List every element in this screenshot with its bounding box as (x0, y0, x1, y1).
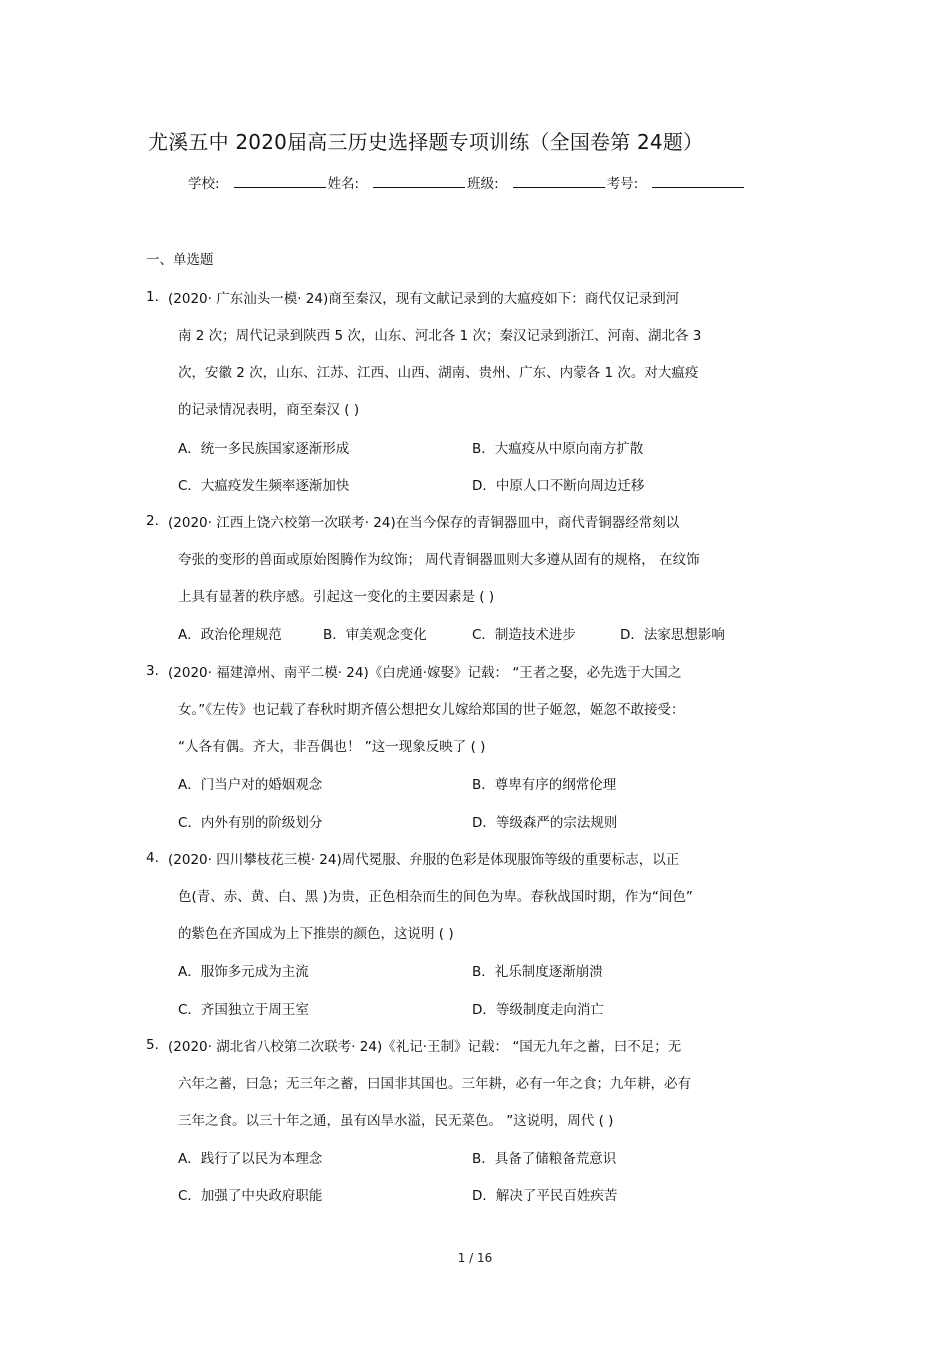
student-info-line (188, 174, 746, 194)
question-line: 南 2 次；周代记录到陕西 5 次，山东、河北各 1 次；秦汉记录到浙江、河南、湖北各 3 (178, 328, 702, 344)
option-a[interactable]: A．门当户对的婚姻观念 (178, 777, 323, 793)
option-b[interactable]: B．大瘟疫从中原向南方扩散 (472, 441, 644, 457)
school-label: 学校: (188, 176, 220, 192)
question-line: 夸张的变形的兽面或原始图腾作为纹饰； 周代青铜器皿则大多遵从固有的规格， 在纹饰 (178, 552, 700, 568)
option-c[interactable]: C．齐国独立于周王室 (178, 1002, 309, 1018)
option-a[interactable]: A．统一多民族国家逐渐形成 (178, 441, 350, 457)
option-d[interactable]: D．等级森严的宗法规则 (472, 815, 618, 831)
school-blank[interactable] (234, 175, 326, 188)
question-line: 色(青、赤、黄、白、黑 )为贵，正色相杂而生的间色为卑。春秋战国时期，作为“间色” (178, 889, 693, 905)
option-a[interactable]: A．政治伦理规范 (178, 627, 282, 643)
option-d[interactable]: D．法家思想影响 (620, 627, 725, 643)
question-line: 女。”《左传》也记载了春秋时期齐僖公想把女儿嫁给郑国的世子姬忽，姬忽不敢接受： (178, 702, 685, 718)
section-title: 一、单选题 (146, 252, 214, 268)
question-line: 次，安徽 2 次，山东、江苏、江西、山西、湖南、贵州、广东、内蒙各 1 次。对大瘟疫 (178, 365, 699, 381)
number-label: 考号: (606, 176, 639, 192)
question-line: 上具有显著的秩序感。引起这一变化的主要因素是 ( ) (178, 589, 495, 605)
option-c[interactable]: C．制造技术进步 (472, 627, 576, 643)
question-line: (2020· 江西上饶六校第一次联考· 24)在当今保存的青铜器皿中，商代青铜器经常刻以 (168, 515, 680, 531)
option-b[interactable]: B．尊卑有序的纲常伦理 (472, 777, 617, 793)
number-blank[interactable] (652, 175, 744, 188)
option-d[interactable]: D．中原人口不断向周边迁移 (472, 478, 645, 494)
option-a[interactable]: A．践行了以民为本理念 (178, 1151, 323, 1167)
question-line: “人各有偶。齐大，非吾偶也！ ”这一现象反映了 ( ) (178, 739, 486, 755)
question-line: (2020· 广东汕头一模· 24)商至秦汉，现有文献记录到的大瘟疫如下：商代仅记录到河 (168, 291, 680, 307)
option-b[interactable]: B．审美观念变化 (323, 627, 427, 643)
option-c[interactable]: C．加强了中央政府职能 (178, 1188, 323, 1204)
question-number: 3. (146, 663, 159, 679)
question-number: 5. (146, 1037, 159, 1053)
question-number: 1. (146, 289, 159, 305)
question-number: 2. (146, 513, 159, 529)
question-line: 的记录情况表明，商至秦汉 ( ) (178, 402, 360, 418)
class-blank[interactable] (513, 175, 605, 188)
page-title: 尤溪五中 2020届高三历史选择题专项训练（全国卷第 24题） (148, 130, 704, 154)
option-a[interactable]: A．服饰多元成为主流 (178, 964, 309, 980)
question-line: 三年之食。以三十年之通，虽有凶旱水溢，民无菜色。 ”这说明，周代 ( ) (178, 1113, 614, 1129)
class-label: 班级: (467, 176, 499, 192)
question-line: (2020· 四川攀枝花三模· 24)周代冕服、弁服的色彩是体现服饰等级的重要标志，以正 (168, 852, 680, 868)
option-b[interactable]: B．礼乐制度逐渐崩溃 (472, 964, 603, 980)
question-line: (2020· 湖北省八校第二次联考· 24)《礼记·王制》记载： “国无九年之蓄，曰不足；无 (168, 1039, 682, 1055)
question-line: 六年之蓄，曰急；无三年之蓄，曰国非其国也。三年耕，必有一年之食；九年耕，必有 (178, 1076, 691, 1092)
name-blank[interactable] (373, 175, 465, 188)
option-d[interactable]: D．解决了平民百姓疾苦 (472, 1188, 618, 1204)
option-c[interactable]: C．内外有别的阶级划分 (178, 815, 323, 831)
page-number: 1 / 16 (457, 1251, 493, 1265)
name-label: 姓名: (327, 176, 360, 192)
option-d[interactable]: D．等级制度走向消亡 (472, 1002, 604, 1018)
question-number: 4. (146, 850, 159, 866)
option-c[interactable]: C．大瘟疫发生频率逐渐加快 (178, 478, 350, 494)
option-b[interactable]: B．具备了储粮备荒意识 (472, 1151, 617, 1167)
question-line: 的紫色在齐国成为上下推崇的颜色，这说明 ( ) (178, 926, 454, 942)
question-line: (2020· 福建漳州、南平二模· 24)《白虎通·嫁娶》记载： “王者之娶，必先选于大国之 (168, 665, 682, 681)
